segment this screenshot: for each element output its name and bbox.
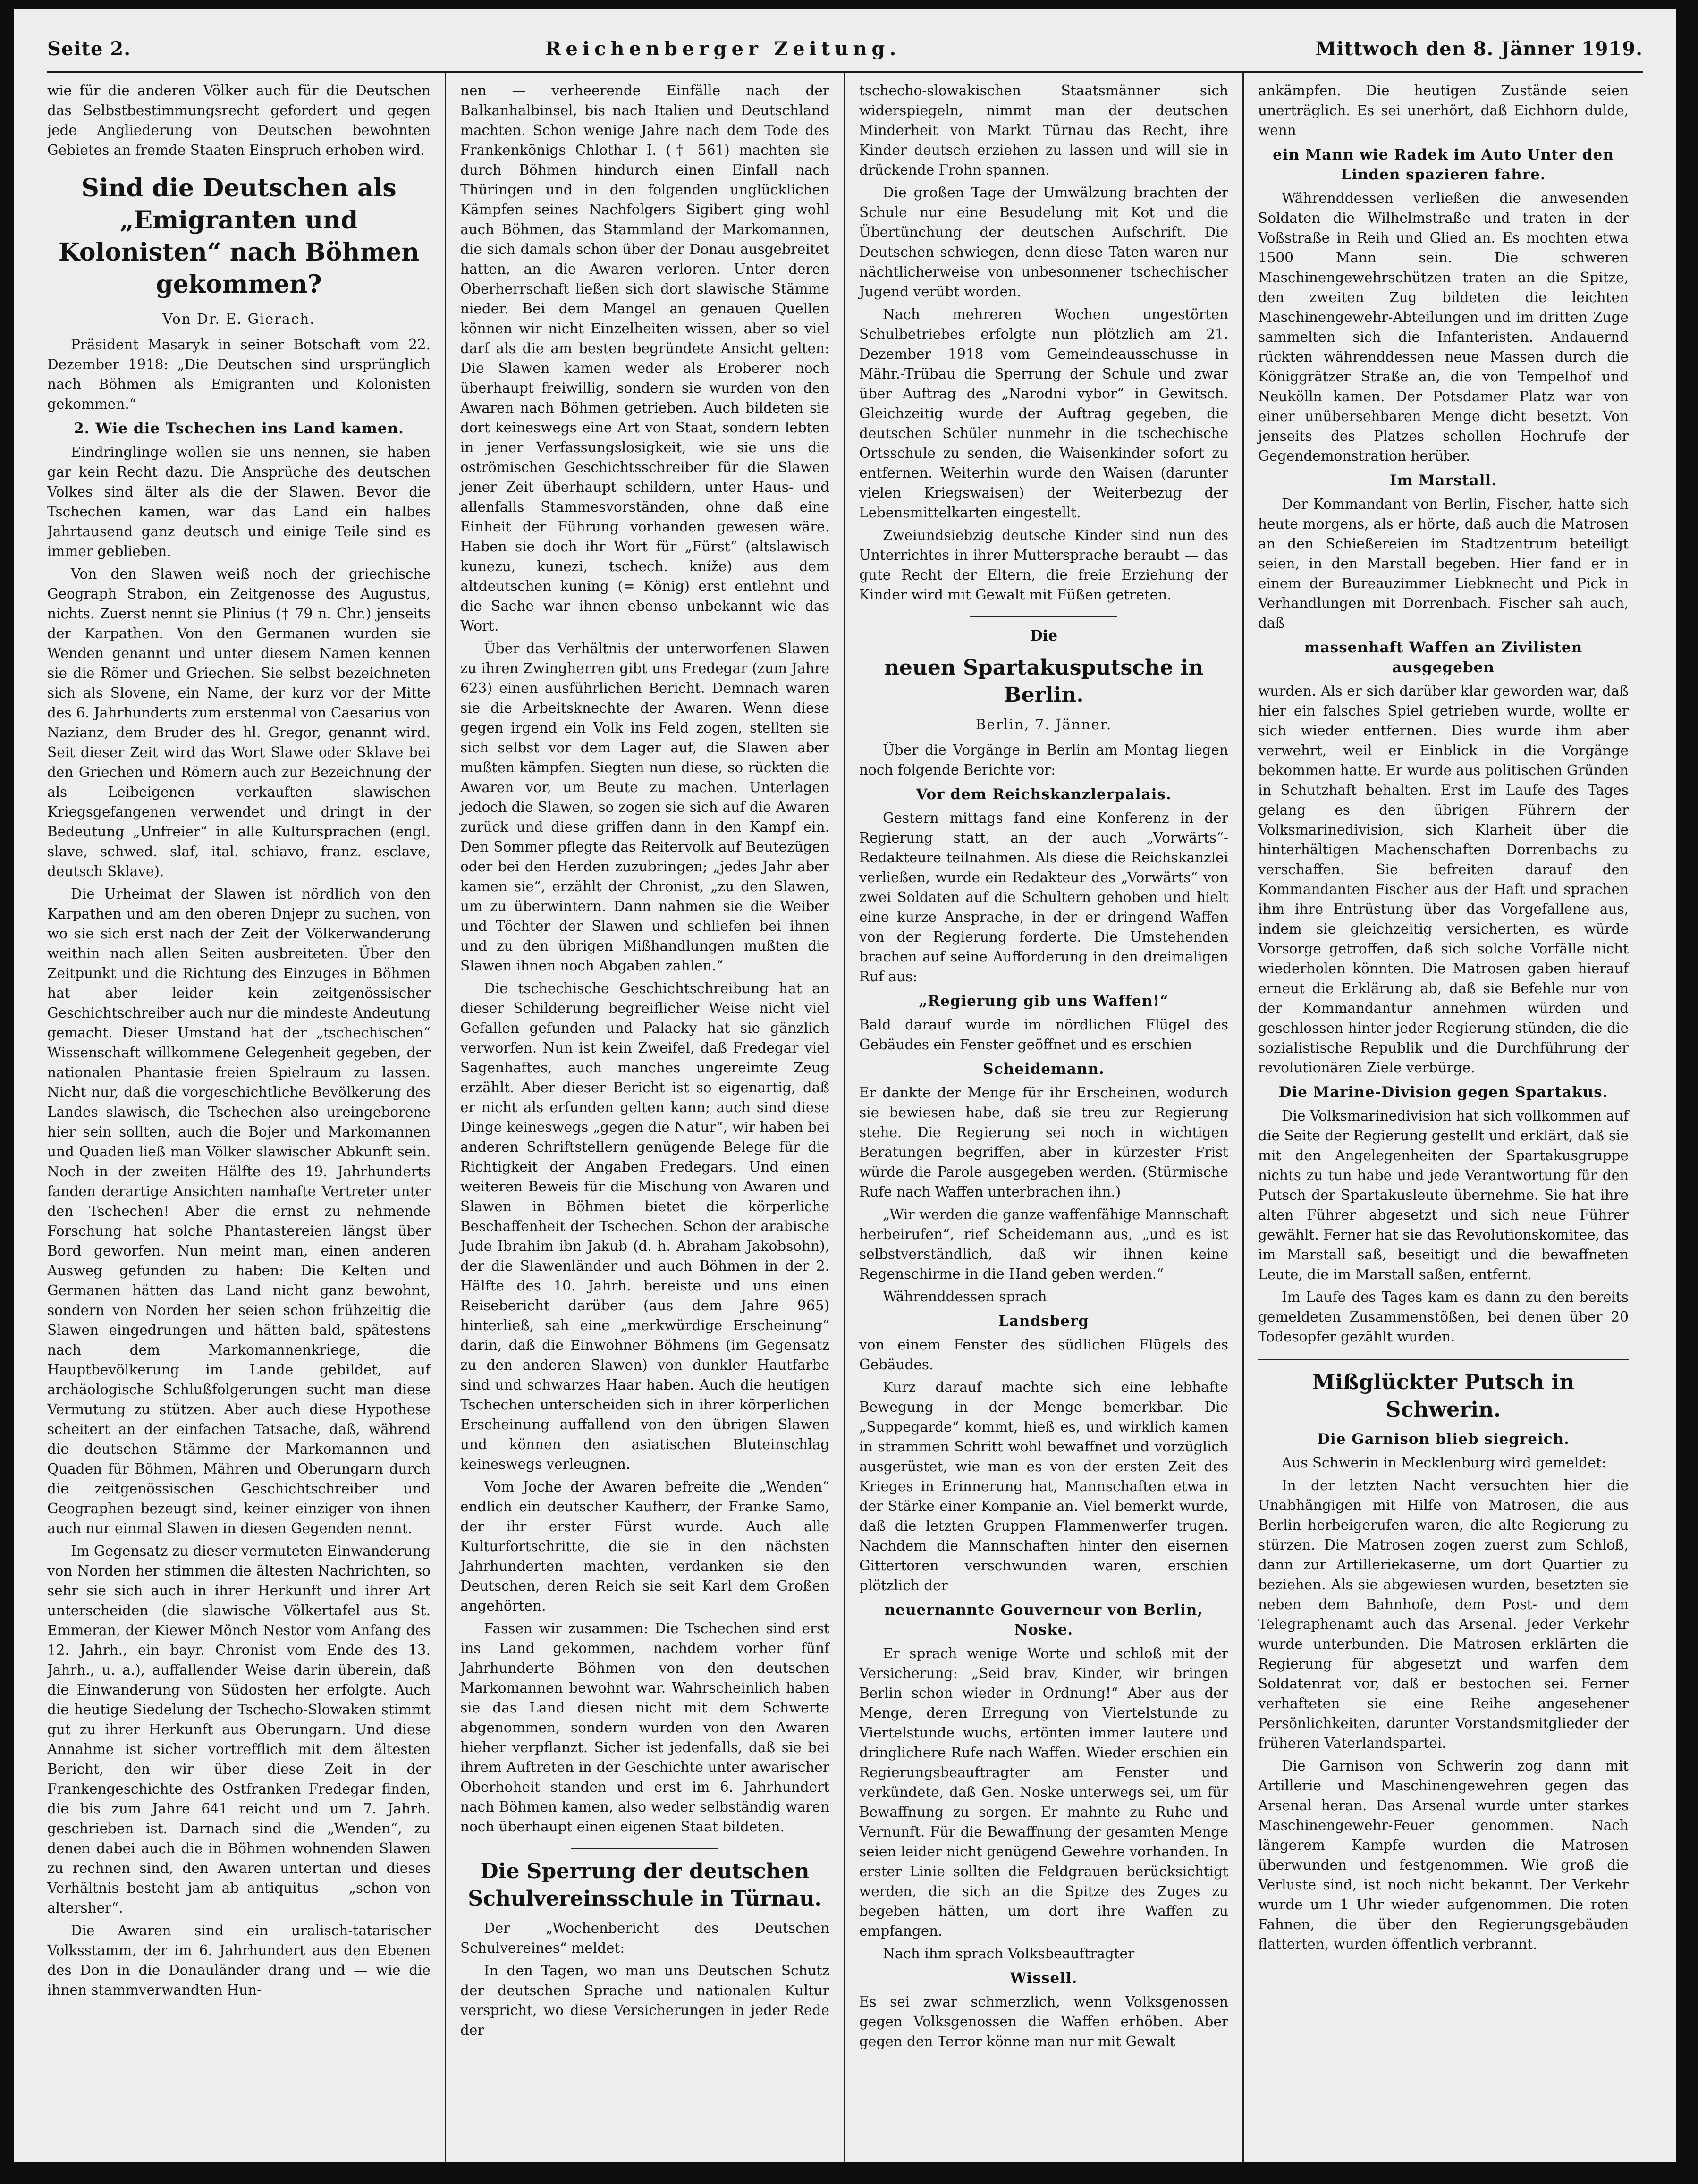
paragraph: Über die Vorgänge in Berlin am Montag liegen noch folgende Berichte vor: [859, 742, 1228, 778]
paragraph: Die Awaren sind ein uralisch-tatarischer Volksstamm, der im 6. Jahrhundert aus den Ebenen des Don in die Donauländer drang und — wie die ihnen stammverwandten Hun- [47, 1923, 431, 1998]
subheading: Die Marine-Division gegen Spartakus. [1278, 1084, 1608, 1101]
paragraph: Währenddessen verließen die anwesenden Soldaten die Wilhelmstraße und traten in der Voßstraße in Reih und Glied an. Es mochten etwa 1500 Mann sein. Die schweren Maschinengewehrschützen traten an die Spitze, den zweiten Zug bildeten die leichten Maschinengewehr-Abteilungen und im dritten Zuge sammelten sich die Infanteristen. Andauernd rückten währenddessen neue Massen durch die Königgrätzer Straße an, die von Tempelhof und Neukölln kamen. Der Potsdamer Platz war von einer unübersehbaren Menge dicht besetzt. Von jenseits des Platzes schollen Hochrufe der Gegendemonstration herüber. [1258, 190, 1629, 464]
paragraph: Nach ihm sprach Volksbeauftragter [883, 1946, 1135, 1962]
paragraph: Fassen wir zusammen: Die Tschechen sind erst ins Land gekommen, nachdem vorher fünf Jahrhunderte Böhmen von den deutschen Markomannen bewohnt war. Wahrscheinlich haben sie das Land diesen nicht mit dem Schwerte abgenommen, sondern wurden von den Awaren hieher verpflanzt. Sicher ist jedenfalls, daß sie bei ihrem Auftreten in der Geschichte unter awarischer Oberhoheit standen und erst im 6. Jahrhundert nach Böhmen kamen, also weder selbständig waren noch überhaupt einen eigenen Staat bildeten. [460, 1620, 829, 1835]
page-number: Seite 2. [47, 38, 131, 60]
paragraph: nen — verheerende Einfälle nach der Balkanhalbinsel, bis nach Italien und Deutschland machten. Schon wenige Jahre nach dem Tode des Frankenkönigs Chlothar I. († 561) machten sie durch Böhmen hindurch einen Einfall nach Thüringen und in den folgenden unglücklichen Kämpfen seines Nachfolgers Sigibert ging wohl auch Böhmen, das Stammland der Markomannen, die sich damals schon über der Donau ausgebreitet hatten, an die Awaren verloren. Unter deren Oberherrschaft ließen sich dort slawische Stämme nieder. Bei dem Mangel an genauen Quellen können wir nicht Einzelheiten wissen, aber so viel darf als die am besten begründete Ansicht gelten: Die Slawen kamen weder als Eroberer noch überhaupt freiwillig, sondern sie wurden von den Awaren nach Böhmen getrieben. Auch bildeten sie dort keineswegs eine Art von Staat, sondern lebten in jener Verfassungslosigkeit, wie sie uns die oströmischen Geschichtsschreiber für die Slawen jener Zeit überhaupt schildern, unter Haus- und allenfalls Stammesvorständen, ohne daß eine Einheit der Führung vorhanden gewesen wäre. Haben sie doch ihr Wort für „Fürst“ (altslawisch kunezu, kunezi, tschech. kníže) aus dem altdeutschen kuning (= König) erst entlehnt und die Sache war ihnen ebenso unbekannt wie das Wort. [460, 83, 829, 634]
motto-quote: Präsident Masaryk in seiner Botschaft vom 22. Dezember 1918: „Die Deutschen sind ursprünglich nach Böhmen als Emigranten und Kolonisten gekommen.“ [47, 337, 431, 412]
paragraph: Die Volksmarinedivision hat sich vollkommen auf die Seite der Regierung gestellt und erklärt, daß sie mit den Angelegenheiten der Spartakusgruppe nichts zu tun habe und jede Verantwortung für den Putsch der Spartakusleute übernehme. Sie hat ihre alten Führer abgesetzt und sich neue Führer gewählt. Ferner hat sie das Revolutionskomitee, das im Marstall saß, beseitigt und die bewaffneten Leute, die im Marstall saßen, entfernt. [1258, 1108, 1629, 1282]
paragraph: Er dankte der Menge für ihr Erscheinen, wodurch sie bewiesen habe, daß sie treu zur Regierung stehe. Die Regierung sei noch in wichtigen Beratungen begriffen, aber in kürzester Frist würde die Parole ausgegeben werden. (Stürmische Rufe nach Waffen unterbrachen ihn.) [859, 1085, 1228, 1200]
paragraph: Der Kommandant von Berlin, Fischer, hatte sich heute morgens, als er hörte, daß auch die Matrosen an den Schießereien im Stadtzentrum beteiligt seien, in den Marstall begeben. Hier fand er in einem der Bureauzimmer Liebknecht und Pick in Verhandlungen mit Dorrenbach. Fischer sah auch, daß [1258, 496, 1629, 631]
section-heading: 2. Wie die Tschechen ins Land kamen. [74, 420, 404, 437]
subheading: Landsberg [998, 1313, 1089, 1330]
article-title-schulverein: Die Sperrung der deutschen Schulvereinsschule in Türnau. [468, 1859, 822, 1911]
issue-date: Mittwoch den 8. Jänner 1919. [1315, 38, 1643, 60]
paragraph: wurden. Als er sich darüber klar geworden war, daß hier ein falsches Spiel getrieben wurde, wollte er sich wieder entfernen. Dies wurde ihm aber verwehrt, weil er Einblick in die Vorgänge bekommen hatte. Er wurde aus politischen Gründen in Schutzhaft behalten. Erst im Laufe des Tages gelang es den übrigen Führern der Volksmarinedivision, sich Klarheit über die hinterhältigen Machenschaften Dorrenbachs zu verschaffen. Sie befreiten darauf den Kommandanten Fischer aus der Haft und sprachen ihm ihre Entrüstung über das Vorgefallene aus, indem sie gleichzeitig versicherten, es würde Vorsorge getroffen, daß sich solche Vorfälle nicht wiederholen könnten. Die Matrosen gaben hierauf erneut die Erklärung ab, daß sie Befehle nur von der Kommandantur annehmen würden und geschlossen hinter jeder Regierung stünden, die die sozialistische Republik und die Durchführung der revolutionären Ziele verbürge. [1258, 683, 1629, 1076]
column-1 [47, 73, 446, 2162]
column-4 [1244, 73, 1643, 2162]
paragraph: Es sei zwar schmerzlich, wenn Volksgenossen gegen Volksgenossen die Waffen erhöben. Aber gegen den Terror könne man nur mit Gewalt [859, 1994, 1228, 2049]
masthead [47, 38, 1643, 73]
paragraph: Der „Wochenbericht des Deutschen Schulvereines“ meldet: [460, 1920, 829, 1956]
paragraph: Von den Slawen weiß noch der griechische Geograph Strabon, ein Zeitgenosse des Augustus, nichts. Zuerst nennt sie Plinius († 79 n. Chr.) jenseits der Karpathen. Von den Germanen wurden sie Wenden genannt und unter diesem Namen kennen sie die Römer und Griechen. Sie selbst bezeichneten sich als Slovene, ein Name, der kurz vor der Mitte des 6. Jahrhunderts zum erstenmal von Caesarius von Nazianz, dem Bruder des hl. Gregor, genannt wird. Seit dieser Zeit wird das Wort Slawe oder Sklave bei den Griechen und Römern auch zur Bezeichnung der als Leibeigenen verkauften slawischen Kriegsgefangenen verwendet und dringt in der Bedeutung „Unfreier“ in alle Kultursprachen (engl. slave, schwed. slaf, ital. schiavo, franz. esclave, deutsch Sklave). [47, 566, 431, 879]
paragraph: Im Laufe des Tages kam es dann zu den bereits gemeldeten Zusammenstößen, bei denen über 20 Todesopfer gezählt wurden. [1258, 1289, 1629, 1345]
article-title-spartakus: neuen Spartakusputsche in Berlin. [884, 656, 1204, 707]
article-title-emigranten: Sind die Deutschen als „Emigranten und Kolonisten“ nach Böhmen gekommen? [58, 174, 420, 299]
paragraph: Die Urheimat der Slawen ist nördlich von den Karpathen und am den oberen Dnjepr zu suchen, von wo sie sich erst nach der Zeit der Völkerwanderung weithin nach allen Seiten ausbreiteten. Über den Zeitpunkt und die Richtung des Einzuges in Böhmen hat aber leider kein zeitgenössischer Geschichtschreiber auch nur die mindeste Andeutung gemacht. Dieser Umstand hat der „tschechischen“ Wissenschaft willkommene Gelegenheit gegeben, der nationalen Phantasie freien Spielraum zu lassen. Nicht nur, daß die vorgeschichtliche Bevölkerung des Landes slawisch, die Tschechen also ureingeborene hier sein sollten, auch die Bojer und Markomannen und Quaden ließ man Völker slawischer Abkunft sein. Noch in der zweiten Hälfte des 19. Jahrhunderts fanden derartige Ansichten namhafte Vertreter unter den Tschechen! Aber die ernst zu nehmende Forschung hat solche Phantastereien längst über Bord geworfen. Nun meint man, einen anderen Ausweg gefunden zu haben: Die Kelten und Germanen hätten das Land nicht ganz bewohnt, sondern von Norden her seien schon frühzeitig die Slawen eingedrungen und hätten bald, spätestens nach dem Markomannenkriege, die Hauptbevölkerung im Lande gebildet, auf archäologische Schlußfolgerungen sucht man diese Vermutung zu stützen. Aber auch diese Hypothese scheitert an der einfachen Tatsache, daß, während die deutschen Stämme der Markomannen und Quaden für Böhmen, Mähren und Oberungarn durch die zeitgenössischen Geschichtschreiber und Geographen bezeugt sind, keiner einziger von ihnen auch nur einmal Slawen in diesen Gegenden nennt. [47, 886, 431, 1536]
paragraph: Aus Schwerin in Mecklenburg wird gemeldet: [1282, 1455, 1606, 1471]
paragraph: Er sprach wenige Worte und schloß mit der Versicherung: „Seid brav, Kinder, wir bringen Berlin schon wieder in Ordnung!“ Aber aus der Menge, deren Erregung von Viertelstunde zu Viertelstunde wuchs, ertönten immer lautere und dringlichere Rufe nach Waffen. Wieder erschien ein Regierungsbeauftragter am Fenster und verkündete, daß Gen. Noske unterwegs sei, um für Bewaffnung zu sorgen. Er mahnte zu Ruhe und Vernunft. Für die Bewaffnung der gesamten Menge seien leider nicht genügend Gewehre vorhanden. In erster Linie sollten die Feldgrauen berücksichtigt werden, die sich an die Spitze des Zuges zu begeben hätten, um dort ihre Waffen zu empfangen. [859, 1645, 1228, 1939]
subheading: Die Garnison blieb siegreich. [1317, 1431, 1570, 1448]
paragraph: Bald darauf wurde im nördlichen Flügel des Gebäudes ein Fenster geöffnet und es erschien [859, 1017, 1228, 1053]
subheading: „Regierung gib uns Waffen!“ [919, 993, 1169, 1010]
paragraph: Kurz darauf machte sich eine lebhafte Bewegung in der Menge bemerkbar. Die „Suppegarde“ kommt, hieß es, und wirklich kamen in strammen Schritt wohl bewaffnet und vorzüglich ausgerüstet, wie man es von der ersten Zeit des Krieges in Erinnerung hat, Mannschaften etwa in der Stärke einer Kompanie an. Viel bemerkt wurde, daß die letzten Gruppen Flammenwerfer trugen. Nachdem die Mannschaften hinter den eisernen Gittertoren verschwunden waren, erschien plötzlich der [859, 1379, 1228, 1594]
paragraph: „Wir werden die ganze waffenfähige Mannschaft herbeirufen“, rief Scheidemann aus, „und es ist selbstverständlich, daß wir ihnen keine Regenschirme in die Hand geben werden.“ [859, 1206, 1228, 1282]
divider [1258, 1359, 1629, 1360]
column-2 [446, 73, 845, 2162]
paragraph: Währenddessen sprach [883, 1289, 1047, 1305]
subheading: Im Marstall. [1389, 472, 1497, 489]
columns [47, 73, 1643, 2162]
column-3 [845, 73, 1244, 2162]
paragraph: Über das Verhältnis der unterworfenen Slawen zu ihren Zwingherren gibt uns Fredegar (zum Jahre 623) einen ausführlichen Bericht. Demnach waren sie die Arbeitsknechte der Awaren. Wenn diese gegen irgend ein Volk ins Feld zogen, stellten sie sich selbst vor dem Lager auf, die Slawen aber mußten kämpfen. Siegten nun diese, so rückten die Awaren vor, um Beute zu machen. Unterlagen jedoch die Slawen, so zogen sie sich auf die Awaren zurück und diese griffen dann in den Kampf ein. Den Sommer pflegte das Reitervolk auf Beutezügen oder bei den Herden zuzubringen; „jedes Jahr aber kamen sie“, erzählt der Chronist, „zu den Slawen, um zu überwintern. Dann nahmen sie die Weiber und Töchter der Slawen und schliefen bei ihnen und zu den übrigen Mißhandlungen mußten die Slawen ihnen noch Abgaben zahlen.“ [460, 641, 829, 974]
subheading: massenhaft Waffen an Zivilisten ausgegeben [1304, 639, 1583, 676]
paragraph: Zweiundsiebzig deutsche Kinder sind nun des Unterrichtes in ihrer Muttersprache beraubt — das gute Recht der Eltern, die freie Erziehung der Kinder wird mit Gewalt mit Füßen getreten. [859, 527, 1228, 603]
subheading: Scheidemann. [983, 1061, 1105, 1078]
paragraph: von einem Fenster des südlichen Flügels des Gebäudes. [859, 1337, 1228, 1373]
article-pretitle: Die [1030, 627, 1058, 644]
paragraph: Vom Joche der Awaren befreite die „Wenden“ endlich ein deutscher Kaufherr, der Franke Samo, der ihr erster Fürst wurde. Auch alle Kulturfortschritte, die sie in den nächsten Jahrhunderten machten, verdanken sie den Deutschen, deren Reich sie seit Karl dem Großen angehörten. [460, 1479, 829, 1614]
subheading: ein Mann wie Radek im Auto Unter den Linden spazieren fahre. [1273, 146, 1614, 183]
paragraph: Gestern mittags fand eine Konferenz in der Regierung statt, an der auch „Vorwärts“-Redakteure teilnahmen. Als diese die Reichskanzlei verließen, wurde ein Redakteur des „Vorwärts“ von zwei Soldaten auf die Schultern gehoben und hielt eine kurze Ansprache, in der er dringend Waffen von der Regierung forderte. Die Umstehenden brachen auf seine Aufforderung in den dreimaligen Ruf aus: [859, 810, 1228, 985]
dateline: Berlin, 7. Jänner. [975, 717, 1112, 733]
paragraph: In den Tagen, wo man uns Deutschen Schutz der deutschen Sprache und nationalen Kultur verspricht, wo diese Versicherungen in jeder Rede der [460, 1963, 829, 2038]
article-title-schwerin: Mißglückter Putsch in Schwerin. [1312, 1370, 1575, 1422]
article-continuation: wie für die anderen Völker auch für die Deutschen das Selbstbestimmungsrecht gefordert und gegen jede Angliederung von Deutschen bewohnten Gebietes an fremde Staaten Einspruch erhoben wird. [47, 83, 431, 158]
article-byline: Von Dr. E. Gierach. [162, 311, 315, 327]
subheading: Wissell. [1010, 1970, 1078, 1987]
subheading: neuernannte Gouverneur von Berlin, Noske. [884, 1602, 1203, 1638]
divider [571, 1848, 719, 1849]
newspaper-title: Reichenberger Zeitung. [545, 38, 901, 60]
paragraph: In der letzten Nacht versuchten hier die Unabhängigen mit Hilfe von Matrosen, die aus Berlin herbeigerufen waren, die alte Regierung zu stürzen. Die Matrosen zogen zuerst zum Schloß, dann zur Artilleriekaserne, um dort Quartier zu beziehen. Als sie abgewiesen wurden, besetzten sie neben dem Bahnhofe, dem Post- und dem Telegraphenamt auch das Arsenal. Jeder Verkehr wurde unterbunden. Die Matrosen erklärten die Regierung für abgesetzt und warfen dem Soldatenrat vor, daß er bestochen sei. Ferner verhafteten sie eine Reihe angesehener Persönlichkeiten, darunter Vorstandsmitglieder der früheren Vaterlandspartei. [1258, 1477, 1629, 1751]
paragraph: tschecho-slowakischen Staatsmänner sich widerspiegeln, nimmt man der deutschen Minderheit von Markt Türnau das Recht, ihre Kinder deutsch erziehen zu lassen und will sie in drückende Frohn spannen. [859, 83, 1228, 178]
subheading: Vor dem Reichskanzlerpalais. [916, 786, 1172, 803]
paragraph: Die Garnison von Schwerin zog dann mit Artillerie und Maschinengewehren gegen das Arsenal heran. Das Arsenal wurde unter starkes Maschinengewehr-Feuer genommen. Nach längerem Kampfe wurden die Matrosen überwunden und festgenommen. Wie groß die Verluste sind, ist noch nicht bekannt. Der Verkehr wurde um 1 Uhr wieder aufgenommen. Die roten Fahnen, die über den Regierungsgebäuden flatterten, wurden öffentlich verbrannt. [1258, 1758, 1629, 1952]
paragraph: ankämpfen. Die heutigen Zustände seien unerträglich. Es sei unerhört, daß Eichhorn dulde, wenn [1258, 83, 1629, 138]
newspaper-page [14, 9, 1676, 2162]
divider [970, 616, 1118, 617]
paragraph: Im Gegensatz zu dieser vermuteten Einwanderung von Norden her stimmen die ältesten Nachrichten, so sehr sie sich auch in ihrer Herkunft und ihrer Art unterscheiden (die slawische Völkertafel aus St. Emmeran, der Kiewer Mönch Nestor vom Anfang des 12. Jahrh., ein bayr. Chronist vom Ende des 13. Jahrh., u. a.), auffallender Weise darin überein, daß die Einwanderung von Südosten her erfolgte. Auch die heutige Siedelung der Tschecho-Slowaken stimmt gut zu ihrer Herkunft aus Oberungarn. Und diese Annahme ist sicher vortrefflich mit dem ältesten Bericht, den wir über diese Zeit in der Frankengeschichte des Ostfranken Fredegar finden, die bis zum Jahre 641 reicht und um 7. Jahrh. geschrieben ist. Darnach sind die „Wenden“, zu denen dabei auch die in Böhmen wohnenden Slawen zu rechnen sind, den Awaren untertan und dieses Verhältnis besteht jam ab antiquitus — „schon von altersher“. [47, 1543, 431, 1916]
paragraph: Die großen Tage der Umwälzung brachten der Schule nur eine Besudelung mit Kot und die Übertünchung der deutschen Aufschrift. Die Deutschen schwiegen, denn diese Taten waren nur nächtlicherweise von unbesonnener tschechischer Jugend verübt worden. [859, 185, 1228, 300]
paragraph: Die tschechische Geschichtschreibung hat an dieser Schilderung begreiflicher Weise nicht viel Gefallen gefunden und Palacky hat sie gänzlich verworfen. Nun ist kein Zweifel, daß Fredegar viel Sagenhaftes, auch manches ungereimte Zeug erzählt. Aber dieser Bericht ist so eigenartig, daß er nicht als erfunden gelten kann; auch sind diese Dinge keineswegs „gegen die Natur“, wir haben bei anderen Schriftstellern genügende Belege für die Richtigkeit der Angaben Fredegars. Und einen weiteren Beweis für die Mischung von Awaren und Slawen in Böhmen bietet die körperliche Beschaffenheit der Tschechen. Schon der arabische Jude Ibrahim ibn Jakub (d. h. Abraham Jakobsohn), der die Slawenländer und auch Böhmen in der 2. Hälfte des 10. Jahrh. bereiste und uns einen Reisebericht darüber (aus dem Jahre 965) hinterließ, sah eine „merkwürdige Erscheinung“ darin, daß die Einwohner Böhmens (im Gegensatz zu den anderen Slawen) von dunkler Hautfarbe sind und schwarzes Haar haben. Auch die heutigen Tschechen unterscheiden sich in ihrer körperlichen Erscheinung auffallend von den übrigen Slawen und können den asiatischen Bluteinschlag keineswegs verleugnen. [460, 980, 829, 1472]
paragraph: Eindringlinge wollen sie uns nennen, sie haben gar kein Recht dazu. Die Ansprüche des deutschen Volkes sind älter als die der Slawen. Bevor die Tschechen kamen, war das Land ein halbes Jahrtausend ganz deutsch und einige Teile sind es immer geblieben. [47, 444, 431, 559]
paragraph: Nach mehreren Wochen ungestörten Schulbetriebes erfolgte nun plötzlich am 21. Dezember 1918 vom Gemeindeausschusse in Mähr.-Trübau die Sperrung der Schule und zwar über Auftrag des „Narodni vybor“ in Gewitsch. Gleichzeitig wurde der Auftrag gegeben, die deutschen Schüler nunmehr in die tschechische Ortsschule zu senden, die Waisenkinder sofort zu entfernen. Weiterhin wurde den Waisen (darunter vielen Kriegswaisen) der Weiterbezug der Lebensmittelkarten eingestellt. [859, 306, 1228, 521]
